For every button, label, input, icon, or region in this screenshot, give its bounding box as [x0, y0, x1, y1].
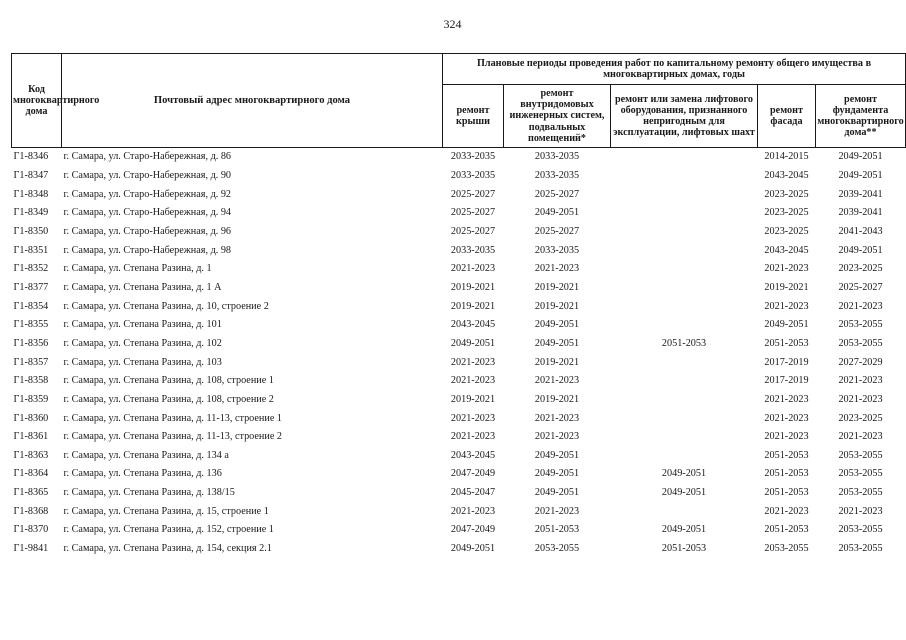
- cell-code: Г1-8377: [13, 281, 49, 293]
- cell-address: г. Самара, ул. Степана Разина, д. 11-13, строение 1: [63, 412, 282, 424]
- cell-roof: 2019-2021: [450, 393, 496, 405]
- cell-facade: 2023-2025: [764, 207, 809, 219]
- cell-address: г. Самара, ул. Степана Разина, д. 136: [63, 468, 222, 480]
- cell-facade: 2051-2053: [764, 337, 809, 349]
- cell-elevator: [611, 185, 758, 204]
- cell-elevator: [611, 447, 758, 466]
- cell-roof: 2047-2049: [450, 524, 496, 536]
- cell-roof: 2049-2051: [450, 337, 496, 349]
- table-body: [12, 148, 906, 559]
- cell-elevator: [611, 279, 758, 298]
- cell-systems: 2053-2055: [534, 543, 580, 555]
- cell-elevator: [611, 353, 758, 372]
- cell-foundation: 2027-2029: [838, 356, 883, 368]
- cell-elevator: [611, 316, 758, 335]
- cell-foundation: 2023-2025: [838, 263, 883, 275]
- cell-facade: 2014-2015: [758, 148, 816, 167]
- cell-code: Г1-8352: [13, 263, 49, 275]
- cell-foundation: 2053-2055: [838, 543, 883, 555]
- cell-roof: 2021-2023: [450, 505, 496, 517]
- cell-address: г. Самара, ул. Степана Разина, д. 108, строение 2: [63, 393, 274, 405]
- cell-elevator: [611, 391, 758, 410]
- cell-roof: 2019-2021: [450, 300, 496, 312]
- cell-systems: 2025-2027: [534, 225, 580, 237]
- cell-roof: 2043-2045: [450, 319, 496, 331]
- cell-foundation: 2049-2051: [816, 148, 906, 167]
- table-row: [12, 260, 906, 279]
- table-row: [12, 297, 906, 316]
- cell-elevator: [611, 502, 758, 521]
- table-row: [12, 465, 906, 484]
- cell-systems: 2049-2051: [534, 319, 580, 331]
- cell-facade: 2021-2023: [764, 393, 809, 405]
- cell-roof: 2019-2021: [450, 281, 496, 293]
- cell-code: Г1-8364: [13, 468, 49, 480]
- cell-address: г. Самара, ул. Степана Разина, д. 10, строение 2: [63, 300, 269, 312]
- table-row: [12, 372, 906, 391]
- cell-foundation: 2049-2051: [838, 169, 883, 181]
- cell-elevator: [611, 372, 758, 391]
- cell-elevator: [611, 204, 758, 223]
- cell-roof: 2047-2049: [450, 468, 496, 480]
- cell-address: г. Самара, ул. Старо-Набережная, д. 98: [63, 244, 232, 256]
- cell-foundation: 2049-2051: [838, 244, 883, 256]
- cell-address: г. Самара, ул. Старо-Набережная, д. 92: [63, 188, 232, 200]
- cell-roof: 2021-2023: [450, 375, 496, 387]
- cell-facade: 2051-2053: [764, 524, 809, 536]
- header-periods-group: Плановые периоды проведения работ по капитальному ремонту общего имущества в многоквартирных домах, годы: [443, 54, 906, 85]
- cell-address: г. Самара, ул. Старо-Набережная, д. 86: [62, 148, 443, 167]
- cell-address: г. Самара, ул. Степана Разина, д. 1 А: [63, 281, 222, 293]
- cell-elevator: [611, 167, 758, 186]
- cell-foundation: 2025-2027: [838, 281, 883, 293]
- cell-foundation: 2041-2043: [838, 225, 883, 237]
- cell-code: Г1-8357: [13, 356, 49, 368]
- table-row: [12, 540, 906, 559]
- cell-elevator: [611, 409, 758, 428]
- header-facade: ремонт фасада: [758, 85, 816, 148]
- cell-roof: 2045-2047: [450, 487, 496, 499]
- table-row: [12, 428, 906, 447]
- cell-code: Г1-8361: [13, 431, 49, 443]
- cell-systems: 2021-2023: [534, 263, 580, 275]
- cell-facade: 2021-2023: [764, 431, 809, 443]
- cell-code: Г1-9841: [13, 543, 49, 555]
- cell-code: Г1-8347: [13, 169, 49, 181]
- cell-foundation: 2053-2055: [838, 449, 883, 461]
- cell-systems: 2051-2053: [534, 524, 580, 536]
- cell-roof: 2021-2023: [450, 263, 496, 275]
- cell-address: г. Самара, ул. Степана Разина, д. 154, секция 2.1: [63, 543, 272, 555]
- cell-roof: 2021-2023: [450, 412, 496, 424]
- cell-foundation: 2021-2023: [838, 375, 883, 387]
- table-row: [12, 148, 906, 167]
- header-address: Почтовый адрес многоквартирного дома: [62, 54, 443, 148]
- cell-systems: 2021-2023: [534, 375, 580, 387]
- table-row: [12, 223, 906, 242]
- cell-elevator: [611, 241, 758, 260]
- cell-elevator: 2049-2051: [661, 468, 707, 480]
- cell-facade: 2051-2053: [764, 449, 809, 461]
- cell-facade: 2023-2025: [764, 225, 809, 237]
- cell-elevator: [611, 428, 758, 447]
- cell-elevator: 2049-2051: [661, 524, 707, 536]
- table-row: [12, 521, 906, 540]
- cell-facade: 2021-2023: [764, 505, 809, 517]
- cell-roof: 2033-2035: [450, 169, 496, 181]
- cell-address: г. Самара, ул. Степана Разина, д. 101: [63, 319, 222, 331]
- table-row: [12, 241, 906, 260]
- cell-systems: 2049-2051: [534, 449, 580, 461]
- cell-code: Г1-8358: [13, 375, 49, 387]
- header-elevator: ремонт или замена лифтового оборудования, признанного непригодным для эксплуатации, лифтовых шахт: [611, 85, 758, 148]
- cell-systems: 2049-2051: [534, 468, 580, 480]
- cell-elevator: 2049-2051: [661, 487, 707, 499]
- cell-code: Г1-8349: [13, 207, 49, 219]
- cell-systems: 2049-2051: [534, 337, 580, 349]
- cell-code: Г1-8348: [13, 188, 49, 200]
- cell-foundation: 2053-2055: [838, 468, 883, 480]
- cell-facade: 2051-2053: [764, 468, 809, 480]
- cell-address: г. Самара, ул. Степана Разина, д. 138/15: [63, 487, 235, 499]
- cell-facade: 2049-2051: [764, 319, 809, 331]
- cell-systems: 2033-2035: [534, 244, 580, 256]
- cell-systems: 2033-2035: [504, 148, 611, 167]
- cell-facade: 2021-2023: [764, 263, 809, 275]
- table-row: [12, 316, 906, 335]
- cell-foundation: 2021-2023: [838, 431, 883, 443]
- cell-address: г. Самара, ул. Старо-Набережная, д. 90: [63, 169, 232, 181]
- cell-roof: 2033-2035: [443, 148, 504, 167]
- cell-roof: 2025-2027: [450, 207, 496, 219]
- cell-elevator: [611, 223, 758, 242]
- cell-foundation: 2023-2025: [838, 412, 883, 424]
- cell-address: г. Самара, ул. Степана Разина, д. 108, строение 1: [63, 375, 274, 387]
- cell-systems: 2033-2035: [534, 169, 580, 181]
- cell-facade: 2017-2019: [764, 375, 809, 387]
- cell-code: Г1-8370: [13, 524, 49, 536]
- page-number: 324: [443, 17, 462, 31]
- table-row: [12, 409, 906, 428]
- cell-code: Г1-8359: [13, 393, 49, 405]
- cell-facade: 2019-2021: [764, 281, 809, 293]
- cell-foundation: 2053-2055: [838, 337, 883, 349]
- cell-address: г. Самара, ул. Степана Разина, д. 102: [63, 337, 222, 349]
- cell-code: Г1-8351: [13, 244, 49, 256]
- cell-code: Г1-8368: [13, 505, 49, 517]
- cell-systems: 2049-2051: [534, 207, 580, 219]
- table-row: [12, 167, 906, 186]
- table-row: [12, 279, 906, 298]
- table-row: [12, 185, 906, 204]
- cell-code: Г1-8346: [12, 148, 62, 167]
- cell-facade: 2021-2023: [764, 412, 809, 424]
- cell-facade: 2053-2055: [764, 543, 809, 555]
- cell-address: г. Самара, ул. Степана Разина, д. 103: [63, 356, 222, 368]
- cell-address: г. Самара, ул. Степана Разина, д. 152, строение 1: [63, 524, 274, 536]
- cell-roof: 2025-2027: [450, 225, 496, 237]
- cell-facade: 2017-2019: [764, 356, 809, 368]
- table-row: [12, 335, 906, 354]
- cell-address: г. Самара, ул. Степана Разина, д. 15, строение 1: [63, 505, 269, 517]
- cell-facade: 2051-2053: [764, 487, 809, 499]
- cell-address: г. Самара, ул. Степана Разина, д. 1: [63, 263, 212, 275]
- cell-facade: 2023-2025: [764, 188, 809, 200]
- cell-roof: 2021-2023: [450, 431, 496, 443]
- cell-facade: 2043-2045: [764, 169, 809, 181]
- cell-roof: 2025-2027: [450, 188, 496, 200]
- cell-foundation: 2039-2041: [838, 188, 883, 200]
- cell-address: г. Самара, ул. Степана Разина, д. 11-13, строение 2: [63, 431, 282, 443]
- cell-code: Г1-8355: [13, 319, 49, 331]
- cell-code: Г1-8356: [13, 337, 49, 349]
- cell-systems: 2021-2023: [534, 412, 580, 424]
- cell-address: г. Самара, ул. Степана Разина, д. 134 а: [63, 449, 229, 461]
- cell-address: г. Самара, ул. Старо-Набережная, д. 96: [63, 225, 232, 237]
- cell-code: Г1-8354: [13, 300, 49, 312]
- cell-roof: 2033-2035: [450, 244, 496, 256]
- header-roof: ремонт крыши: [443, 85, 504, 148]
- cell-elevator: [611, 148, 758, 167]
- cell-systems: 2049-2051: [534, 487, 580, 499]
- cell-code: Г1-8360: [13, 412, 49, 424]
- cell-code: Г1-8350: [13, 225, 49, 237]
- cell-elevator: [611, 260, 758, 279]
- cell-code: Г1-8365: [13, 487, 49, 499]
- cell-foundation: 2053-2055: [838, 319, 883, 331]
- table-row: [12, 204, 906, 223]
- cell-foundation: 2039-2041: [838, 207, 883, 219]
- cell-foundation: 2053-2055: [838, 487, 883, 499]
- cell-roof: 2043-2045: [450, 449, 496, 461]
- cell-systems: 2021-2023: [534, 431, 580, 443]
- table-row: [12, 502, 906, 521]
- cell-roof: 2049-2051: [450, 543, 496, 555]
- table-row: [12, 447, 906, 466]
- cell-roof: 2021-2023: [450, 356, 496, 368]
- cell-systems: 2019-2021: [534, 300, 580, 312]
- table-row: [12, 353, 906, 372]
- cell-facade: 2021-2023: [764, 300, 809, 312]
- table-row: [12, 391, 906, 410]
- cell-systems: 2019-2021: [534, 281, 580, 293]
- header-foundation: ремонт фундамента многоквартирного дома**: [816, 85, 906, 148]
- cell-foundation: 2021-2023: [838, 393, 883, 405]
- cell-foundation: 2021-2023: [838, 505, 883, 517]
- header-code: Код многоквартирного дома: [12, 54, 62, 148]
- cell-systems: 2025-2027: [534, 188, 580, 200]
- cell-facade: 2043-2045: [764, 244, 809, 256]
- capital-repair-schedule-table: [11, 53, 906, 558]
- cell-elevator: 2051-2053: [661, 543, 707, 555]
- cell-systems: 2019-2021: [534, 356, 580, 368]
- cell-systems: 2021-2023: [534, 505, 580, 517]
- cell-foundation: 2053-2055: [838, 524, 883, 536]
- cell-address: г. Самара, ул. Старо-Набережная, д. 94: [63, 207, 232, 219]
- cell-elevator: 2051-2053: [661, 337, 707, 349]
- cell-systems: 2019-2021: [534, 393, 580, 405]
- cell-foundation: 2021-2023: [838, 300, 883, 312]
- cell-elevator: [611, 297, 758, 316]
- table-row: [12, 484, 906, 503]
- table-header: [12, 54, 906, 148]
- header-systems: ремонт внутридомовых инженерных систем, подвальных помещений*: [504, 85, 611, 148]
- cell-code: Г1-8363: [13, 449, 49, 461]
